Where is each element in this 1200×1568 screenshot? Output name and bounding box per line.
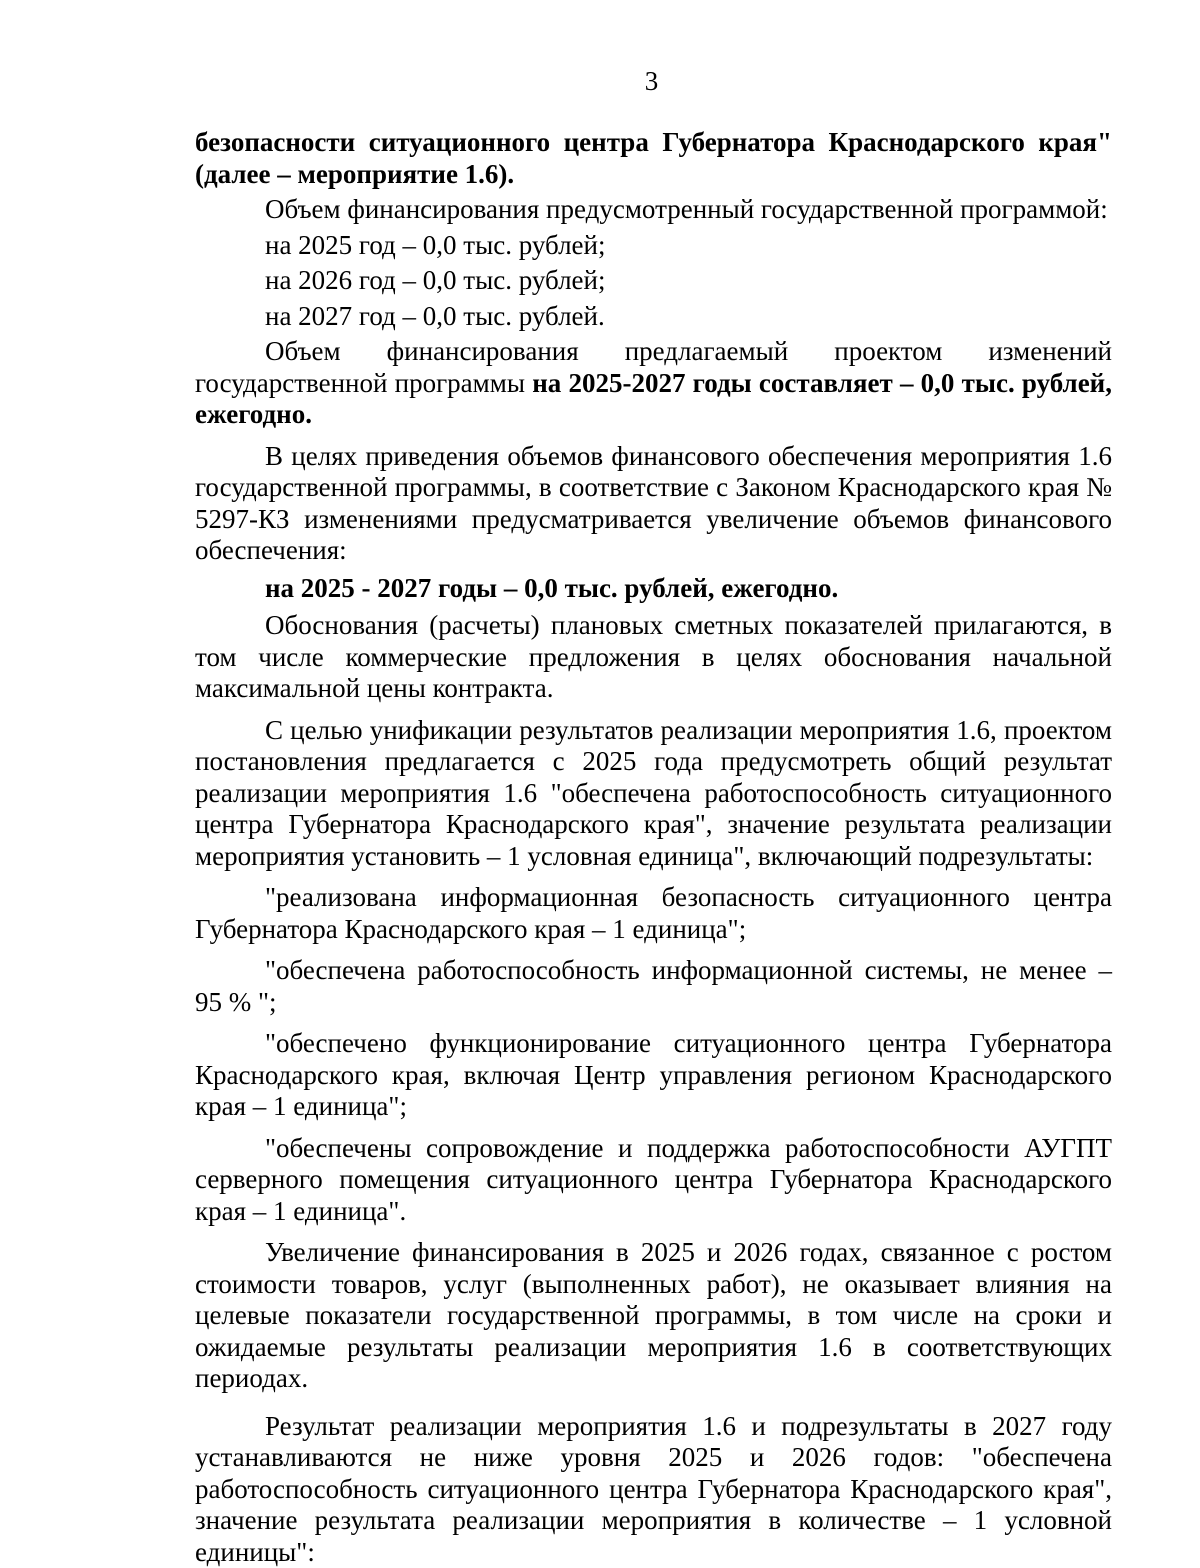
paragraph-funding-program: Объем финансирования предусмотренный государственной программой: (195, 194, 1112, 226)
page-number: 3 (0, 66, 1200, 98)
paragraph-funding-2027: на 2027 год – 0,0 тыс. рублей. (195, 301, 1112, 333)
paragraph-funding-goal: В целях приведения объемов финансового обеспечения мероприятия 1.6 государственной программы, в соответствие с Законом Краснодарского края № 5297-КЗ изменениями предусматривается увеличение объемов финансового обеспечения: (195, 441, 1112, 567)
paragraph-subresult-availability: "обеспечена работоспособность информационной системы, не менее – 95 % "; (195, 955, 1112, 1018)
paragraph-unification: С целью унификации результатов реализации мероприятия 1.6, проектом постановления предлагается с 2025 года предусмотреть общий результат реализации мероприятия 1.6 "обеспечена работоспособность ситуационного центра Губернатора Краснодарского края", значение результата реализации мероприятия установить – 1 условная единица", включающий подрезультаты: (195, 715, 1112, 873)
paragraph-subresult-support: "обеспечены сопровождение и поддержка работоспособности АУГПТ серверного помещения ситуационного центра Губернатора Краснодарского края – 1 единица". (195, 1133, 1112, 1228)
paragraph-funding-proposed-bold: на 2025-2027 годы составляет – 0,0 тыс. рублей, ежегодно. (195, 368, 1112, 430)
paragraph-subresult-security: "реализована информационная безопасность ситуационного центра Губернатора Краснодарского края – 1 единица"; (195, 882, 1112, 945)
paragraph-funding-proposed-text: Объем финансирования предлагаемый проектом изменений государственной программы (195, 336, 1112, 398)
document-body (195, 127, 1112, 1568)
paragraph-event-title: безопасности ситуационного центра Губернатора Краснодарского края" (далее – мероприятие 1.6). (195, 127, 1112, 190)
paragraph-funding-proposed (195, 336, 1112, 431)
paragraph-funding-impact: Увеличение финансирования в 2025 и 2026 годах, связанное с ростом стоимости товаров, услуг (выполненных работ), не оказывает влияния на целевые показатели государственной программы, в том числе на сроки и ожидаемые результаты реализации мероприятия 1.6 в соответствующих периодах. (195, 1237, 1112, 1395)
paragraph-funding-2025: на 2025 год – 0,0 тыс. рублей; (195, 230, 1112, 262)
paragraph-funding-2026: на 2026 год – 0,0 тыс. рублей; (195, 265, 1112, 297)
paragraph-subresult-operation: "обеспечено функционирование ситуационного центра Губернатора Краснодарского края, включая Центр управления регионом Краснодарского края – 1 единица"; (195, 1028, 1112, 1123)
paragraph-justification: Обоснования (расчеты) плановых сметных показателей прилагаются, в том числе коммерческие предложения в целях обоснования начальной максимальной цены контракта. (195, 610, 1112, 705)
paragraph-funding-increase: на 2025 - 2027 годы – 0,0 тыс. рублей, ежегодно. (195, 573, 1112, 605)
paragraph-result-2027: Результат реализации мероприятия 1.6 и подрезультаты в 2027 году устанавливаются не ниже уровня 2025 и 2026 годов: "обеспечена работоспособность ситуационного центра Губернатора Краснодарского края", значение результата реализации мероприятия в количестве – 1 условной единицы": (195, 1411, 1112, 1568)
